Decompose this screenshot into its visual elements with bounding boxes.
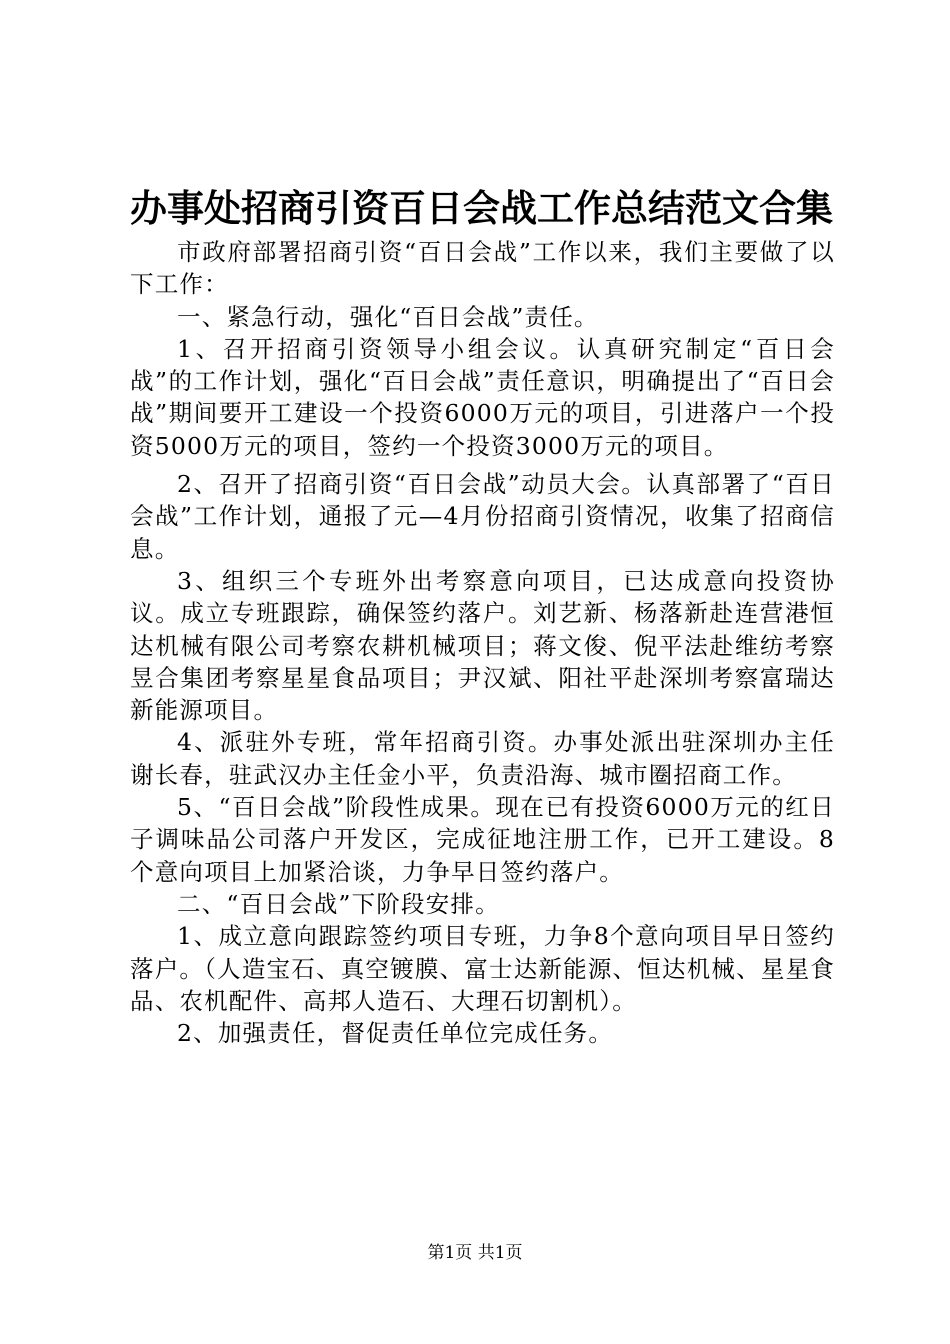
paragraph-section-1-heading: 一、紧急行动，强化“百日会战”责任。 [177, 302, 599, 331]
document-title: 办事处招商引资百日会战工作总结范文合集 [130, 186, 833, 230]
paragraph-section-2-item-1: 1、成立意向跟踪签约项目专班，力争8个意向项目早日签约落户。（人造宝石、真空镀膜、富士达新能源、恒达机械、星星食品、农机配件、高邦人造石、大理石切割机）。 [130, 922, 835, 1015]
paragraph-section-2-item-2: 2、加强责任，督促责任单位完成任务。 [177, 1019, 614, 1048]
paragraph-section-1-item-5: 5、“百日会战”阶段性成果。现在已有投资6000万元的红日子调味品公司落户开发区，完成征地注册工作，已开工建设。8个意向项目上加紧洽谈，力争早日签约落户。 [130, 793, 835, 886]
paragraph-section-1-item-1: 1、召开招商引资领导小组会议。认真研究制定“百日会战”的工作计划，强化“百日会战”责任意识，明确提出了“百日会战”期间要开工建设一个投资6000万元的项目，引进落户一个投资5000万元的项目，签约一个投资3000万元的项目。 [130, 334, 835, 460]
paragraph-intro: 市政府部署招商引资“百日会战”工作以来，我们主要做了以下工作： [130, 238, 835, 299]
paragraph-section-1-item-3: 3、组织三个专班外出考察意向项目，已达成意向投资协议。成立专班跟踪，确保签约落户。刘艺新、杨落新赴连营港恒达机械有限公司考察农耕机械项目；蒋文俊、倪平法赴维纺考察昱合集团考察星星食品项目；尹汉斌、阳社平赴深圳考察富瑞达新能源项目。 [130, 566, 835, 725]
paragraph-section-1-item-2: 2、召开了招商引资“百日会战”动员大会。认真部署了“百日会战”工作计划，通报了元—4月份招商引资情况，收集了招商信息。 [130, 470, 835, 563]
document-body [130, 236, 835, 1049]
paragraph-section-2-heading: 二、“百日会战”下阶段安排。 [177, 889, 500, 918]
page-footer: 第1页 共1页 [427, 1243, 523, 1263]
paragraph-section-1-item-4: 4、派驻外专班，常年招商引资。办事处派出驻深圳办主任谢长春，驻武汉办主任金小平，负责沿海、城市圈招商工作。 [130, 728, 835, 789]
